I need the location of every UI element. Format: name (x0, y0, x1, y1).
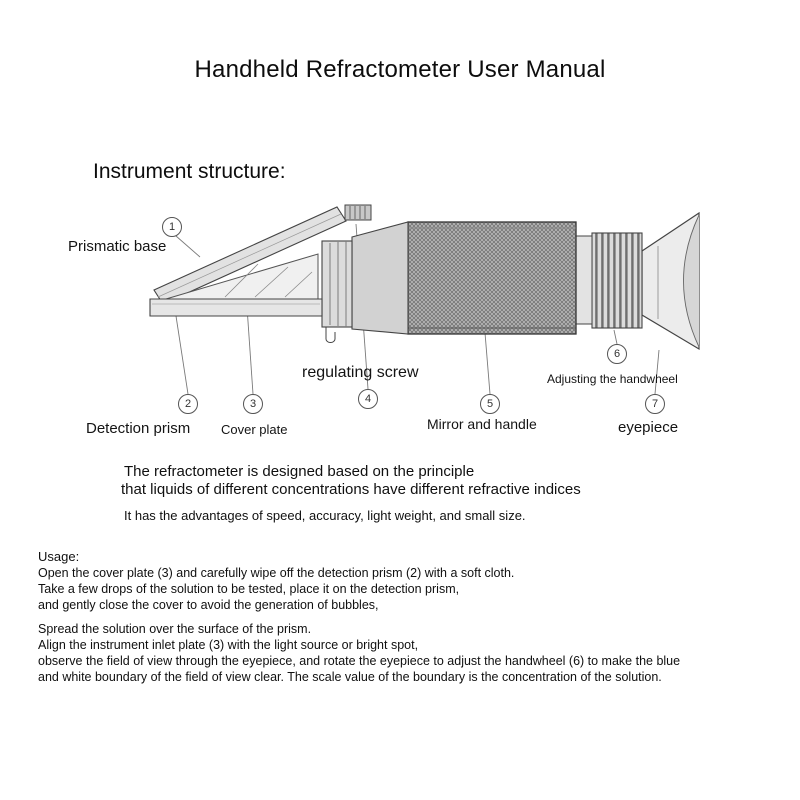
usage-paragraph2-line2: Align the instrument inlet plate (3) with the light source or bright spot, (38, 638, 419, 652)
callout-5-number: 5 (486, 397, 494, 410)
callout-2-badge (178, 394, 198, 414)
eyepiece-cup (642, 213, 699, 349)
usage-paragraph2-line3: observe the field of view through the eyepiece, and rotate the eyepiece to adjust the handwheel (6) to make the blue (38, 654, 681, 668)
callout-5-badge (480, 394, 500, 414)
callout-2-number: 2 (184, 397, 192, 410)
callout-3-number: 3 (249, 397, 257, 410)
description-line-3: It has the advantages of speed, accuracy, light weight, and small size. (124, 508, 526, 523)
label-regulating-screw: regulating screw (302, 364, 419, 381)
callout-6-badge (607, 344, 627, 364)
usage-paragraph1-line3: and gently close the cover to avoid the generation of bubbles, (38, 598, 379, 612)
regulating-screw-shape (345, 205, 371, 220)
prismatic-base-shape (150, 299, 322, 316)
label-eyepiece: eyepiece (618, 419, 679, 436)
callout-7-badge (645, 394, 665, 414)
usage-heading: Usage: (38, 549, 80, 564)
usage-paragraph2-line1: Spread the solution over the surface of the prism. (38, 622, 312, 636)
callout-1-number: 1 (168, 220, 176, 233)
label-adjusting-handwheel: Adjusting the handwheel (547, 372, 678, 386)
description-line-1: The refractometer is designed based on the principle (124, 463, 475, 480)
callout-3-badge (243, 394, 263, 414)
label-cover-plate: Cover plate (221, 422, 288, 437)
mirror-and-handle-barrel (408, 222, 576, 334)
description-line-2: that liquids of different concentrations have different refractive indices (121, 481, 581, 498)
label-detection-prism: Detection prism (86, 420, 191, 437)
body-taper (352, 222, 408, 334)
barrel-ring (576, 236, 592, 324)
callout-6-number: 6 (613, 347, 621, 360)
callout-7-number: 7 (651, 397, 659, 410)
body-collar (322, 241, 352, 343)
page-title: Handheld Refractometer User Manual (194, 56, 606, 83)
callout-4-number: 4 (364, 392, 372, 405)
callout-4-badge (358, 389, 378, 409)
section-heading: Instrument structure: (93, 160, 286, 183)
usage-paragraph1-line1: Open the cover plate (3) and carefully wipe off the detection prism (2) with a soft cloth. (38, 566, 515, 580)
label-mirror-and-handle: Mirror and handle (427, 416, 537, 432)
usage-paragraph2-line4: and white boundary of the field of view clear. The scale value of the boundary is the concentration of the solution. (38, 670, 662, 684)
usage-paragraph1-line2: Take a few drops of the solution to be tested, place it on the detection prism, (38, 582, 460, 596)
callout-1-badge (162, 217, 182, 237)
adjusting-handwheel (592, 233, 642, 328)
usage-section (38, 549, 778, 685)
label-prismatic-base: Prismatic base (68, 238, 167, 255)
